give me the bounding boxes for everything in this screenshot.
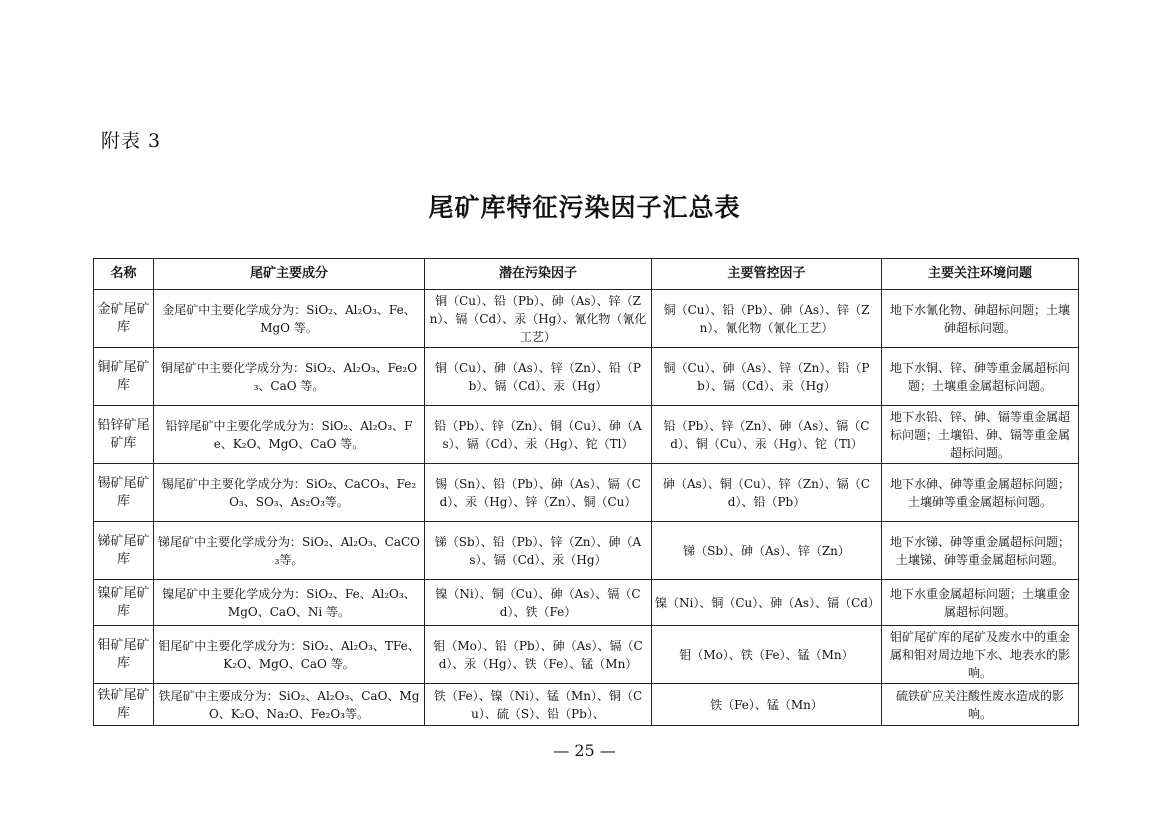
cell-name: 铅锌矿尾矿库	[94, 406, 154, 464]
table-row	[94, 580, 1079, 626]
page-title: 尾矿库特征污染因子汇总表	[428, 193, 741, 222]
table-row	[94, 406, 1079, 464]
cell-composition: 金尾矿中主要化学成分为：SiO₂、Al₂O₃、Fe、MgO 等。	[154, 290, 425, 348]
cell-environmental-issues: 地下水砷、砷等重金属超标问题；土壤砷等重金属超标问题。	[882, 464, 1079, 522]
cell-potential-factors: 锑（Sb）、铅（Pb）、锌（Zn）、砷（As）、镉（Cd）、汞（Hg）	[425, 522, 652, 580]
cell-composition: 铅锌尾矿中主要化学成分为：SiO₂、Al₂O₃、Fe、K₂O、MgO、CaO 等。	[154, 406, 425, 464]
cell-environmental-issues: 地下水铅、锌、砷、镉等重金属超标问题；土壤铅、砷、镉等重金属超标问题。	[882, 406, 1079, 464]
cell-name: 金矿尾矿库	[94, 290, 154, 348]
appendix-label: 附表 3	[101, 130, 162, 152]
header-name: 名称	[94, 259, 154, 290]
cell-environmental-issues: 硫铁矿应关注酸性废水造成的影响。	[882, 684, 1079, 726]
cell-control-factors: 镍（Ni）、铜（Cu）、砷（As）、镉（Cd）	[652, 580, 882, 626]
header-potential-factors: 潜在污染因子	[425, 259, 652, 290]
cell-name: 铁矿尾矿库	[94, 684, 154, 726]
cell-environmental-issues: 钼矿尾矿库的尾矿及废水中的重金属和钼对周边地下水、地表水的影响。	[882, 626, 1079, 684]
header-environmental-issues: 主要关注环境问题	[882, 259, 1079, 290]
cell-control-factors: 砷（As）、铜（Cu）、锌（Zn）、镉（Cd）、铅（Pb）	[652, 464, 882, 522]
cell-composition: 镍尾矿中主要化学成分为：SiO₂、Fe、Al₂O₃、MgO、CaO、Ni 等。	[154, 580, 425, 626]
cell-name: 铜矿尾矿库	[94, 348, 154, 406]
cell-composition: 锑尾矿中主要化学成分为：SiO₂、Al₂O₃、CaCO₃等。	[154, 522, 425, 580]
cell-composition: 锡尾矿中主要化学成分为：SiO₂、CaCO₃、Fe₂O₃、SO₃、As₂O₃等。	[154, 464, 425, 522]
page-number: — 25 —	[553, 741, 616, 760]
cell-name: 锑矿尾矿库	[94, 522, 154, 580]
cell-potential-factors: 铁（Fe）、镍（Ni）、锰（Mn）、铜（Cu）、硫（S）、铅（Pb）、	[425, 684, 652, 726]
cell-control-factors: 钼（Mo）、铁（Fe）、锰（Mn）	[652, 626, 882, 684]
cell-environmental-issues: 地下水重金属超标问题；土壤重金属超标问题。	[882, 580, 1079, 626]
table-row	[94, 684, 1079, 726]
cell-environmental-issues: 地下水铜、锌、砷等重金属超标问题；土壤重金属超标问题。	[882, 348, 1079, 406]
pollution-factor-table	[93, 258, 1079, 726]
cell-potential-factors: 铜（Cu）、砷（As）、锌（Zn）、铅（Pb）、镉（Cd）、汞（Hg）	[425, 348, 652, 406]
cell-name: 锡矿尾矿库	[94, 464, 154, 522]
cell-potential-factors: 锡（Sn）、铅（Pb）、砷（As）、镉（Cd）、汞（Hg）、锌（Zn）、铜（Cu）	[425, 464, 652, 522]
table-row	[94, 290, 1079, 348]
table-row	[94, 464, 1079, 522]
cell-potential-factors: 铜（Cu）、铅（Pb）、砷（As）、锌（Zn）、镉（Cd）、汞（Hg）、氰化物（氰化工艺）	[425, 290, 652, 348]
cell-potential-factors: 镍（Ni）、铜（Cu）、砷（As）、镉（Cd）、铁（Fe）	[425, 580, 652, 626]
cell-composition: 铁尾矿中主要成分为：SiO₂、Al₂O₃、CaO、MgO、K₂O、Na₂O、Fe₂O₃等。	[154, 684, 425, 726]
cell-control-factors: 铜（Cu）、砷（As）、锌（Zn）、铅（Pb）、镉（Cd）、汞（Hg）	[652, 348, 882, 406]
cell-control-factors: 锑（Sb）、砷（As）、锌（Zn）	[652, 522, 882, 580]
header-composition: 尾矿主要成分	[154, 259, 425, 290]
cell-name: 镍矿尾矿库	[94, 580, 154, 626]
table-row	[94, 626, 1079, 684]
table-row	[94, 348, 1079, 406]
cell-potential-factors: 钼（Mo）、铅（Pb）、砷（As）、镉（Cd）、汞（Hg）、铁（Fe）、锰（Mn）	[425, 626, 652, 684]
cell-name: 钼矿尾矿库	[94, 626, 154, 684]
cell-environmental-issues: 地下水锑、砷等重金属超标问题；土壤锑、砷等重金属超标问题。	[882, 522, 1079, 580]
cell-environmental-issues: 地下水氰化物、砷超标问题；土壤砷超标问题。	[882, 290, 1079, 348]
cell-control-factors: 铜（Cu）、铅（Pb）、砷（As）、锌（Zn）、氰化物（氰化工艺）	[652, 290, 882, 348]
cell-control-factors: 铁（Fe）、锰（Mn）	[652, 684, 882, 726]
cell-potential-factors: 铅（Pb）、锌（Zn）、铜（Cu）、砷（As）、镉（Cd）、汞（Hg）、铊（Tl）	[425, 406, 652, 464]
table-row	[94, 522, 1079, 580]
cell-composition: 钼尾矿中主要化学成分为：SiO₂、Al₂O₃、TFe、K₂O、MgO、CaO 等。	[154, 626, 425, 684]
header-control-factors: 主要管控因子	[652, 259, 882, 290]
cell-control-factors: 铅（Pb）、锌（Zn）、砷（As）、镉（Cd）、铜（Cu）、汞（Hg）、铊（Tl）	[652, 406, 882, 464]
table-header-row	[94, 259, 1079, 290]
cell-composition: 铜尾矿中主要化学成分为：SiO₂、Al₂O₃、Fe₂O₃、CaO 等。	[154, 348, 425, 406]
